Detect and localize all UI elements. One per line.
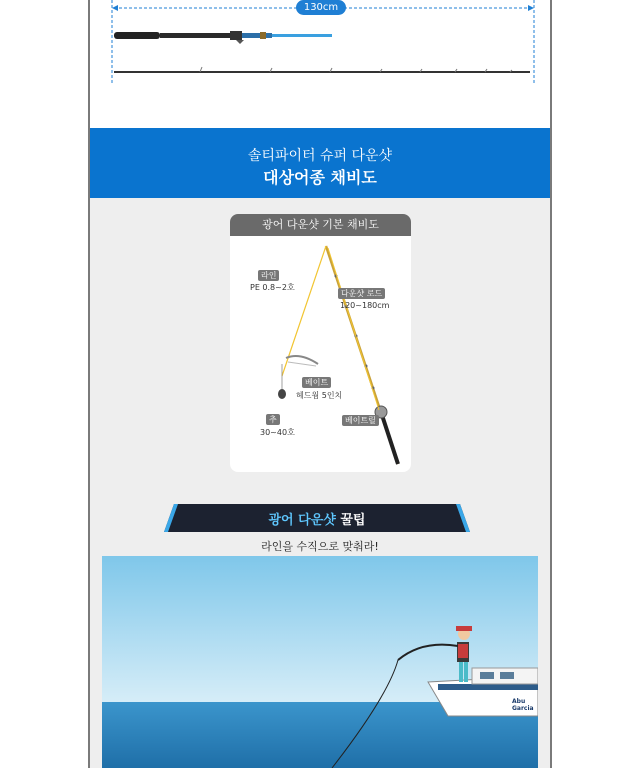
fishing-scene-illustration xyxy=(102,556,538,768)
boat-brand-logo: Abu Garcia xyxy=(512,698,534,712)
line-spec: PE 0.8~2호 xyxy=(250,283,295,292)
measure-label: 130cm xyxy=(296,0,346,15)
tips-title-highlight: 광어 다운샷 xyxy=(268,513,336,528)
rig-diagram xyxy=(230,214,411,472)
rig-diagram-card xyxy=(230,214,411,472)
tips-banner xyxy=(164,504,470,532)
bait-tag: 베이트 xyxy=(302,377,331,388)
banner-title: 대상어종 채비도 xyxy=(263,168,377,187)
bait-spec: 헤드웜 5인치 xyxy=(296,391,343,400)
product-detail-frame xyxy=(88,0,552,768)
line-tag: 라인 xyxy=(258,270,279,281)
rod-tag: 다운샷 로드 xyxy=(338,288,385,299)
tips-subtitle: 라인을 수직으로 맞춰라! xyxy=(261,540,379,553)
tips-title-rest: 꿀팁 xyxy=(340,513,366,528)
sinker-spec: 30~40호 xyxy=(260,428,295,437)
species-banner xyxy=(90,128,550,198)
rig-card-title: 광어 다운샷 기본 채비도 xyxy=(230,214,411,236)
sinker-tag: 추 xyxy=(266,414,280,425)
reel-tag: 베이트릴 xyxy=(342,415,379,426)
rod-image-section xyxy=(90,0,550,128)
tips-title xyxy=(164,509,470,528)
banner-subtitle: 솔티파이터 슈퍼 다운샷 xyxy=(247,148,393,164)
fishing-scene xyxy=(102,556,538,768)
rod-illustration xyxy=(90,0,550,128)
rod-spec: 120~180cm xyxy=(340,301,390,310)
